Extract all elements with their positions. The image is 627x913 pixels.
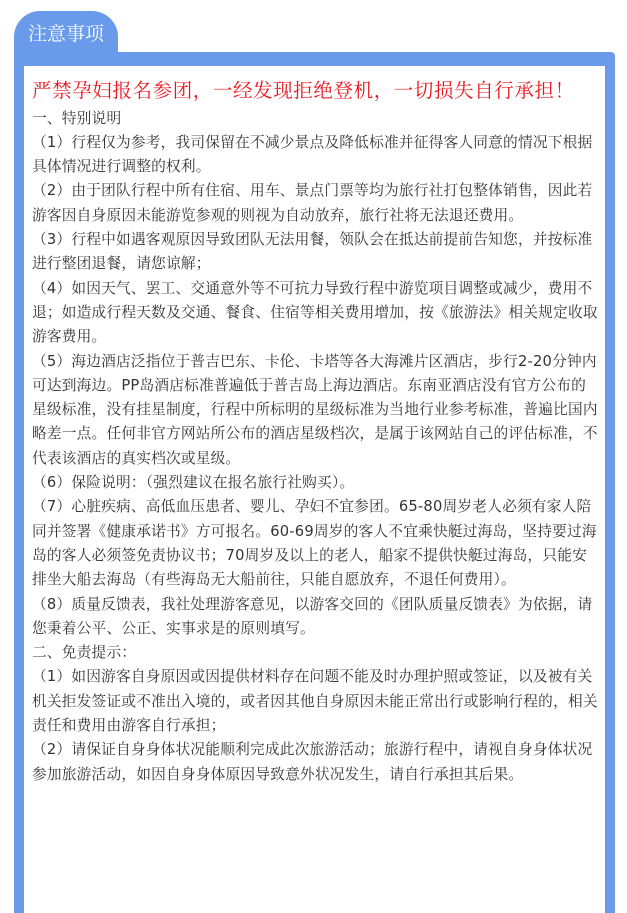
notice-item: （5）海边酒店泛指位于普吉巴东、卡伦、卡塔等各大海滩片区酒店，步行2-20分钟内可达到海边。PP岛酒店标准普遍低于普吉岛上海边酒店。东南亚酒店没有官方公布的星级标准，没有挂星制度，行程中所标明的星级标准为当地行业参考标准，普遍比国内略差一点。任何非官方网站所公布的酒店星级档次，是属于该网站自己的评估标准，不代表该酒店的真实档次或星级。 xyxy=(32,352,598,467)
notice-item: （7）心脏疾病、高低血压患者、婴儿、孕妇不宜参团。65-80周岁老人必须有家人陪同并签署《健康承诺书》方可报名。60-69周岁的客人不宜乘快艇过海岛，坚持要过海岛的客人必须签免责协议书；70周岁及以上的老人，船家不提供快艇过海岛，只能安排坐大船去海岛（有些海岛无大船前往，只能自愿放弃，不退任何费用）。 xyxy=(32,498,597,589)
notice-item: （6）保险说明：（强烈建议在报名旅行社购买）。 xyxy=(32,474,355,492)
notice-item: （1）如因游客自身原因或因提供材料存在问题不能及时办理护照或签证，以及被有关机关拒发签证或不准出入境的，或者因其他自身原因未能正常出行或影响行程的，相关责任和费用由游客自行承担； xyxy=(32,668,598,735)
notice-item: （4）如因天气、罢工、交通意外等不可抗力导致行程中游览项目调整或减少，费用不退；如造成行程天数及交通、餐食、住宿等相关费用增加，按《旅游法》相关规定收取游客费用。 xyxy=(32,279,598,346)
notice-item: （3）行程中如遇客观原因导致团队无法用餐，领队会在抵达前提前告知您，并按标准进行整团退餐，请您谅解； xyxy=(32,231,593,273)
notice-content xyxy=(32,76,600,787)
notice-item: （1）行程仅为参考，我司保留在不减少景点及降低标准并征得客人同意的情况下根据具体情况进行调整的权利。 xyxy=(32,133,593,176)
pregnancy-warning: 严禁孕妇报名参团，一经发现拒绝登机，一切损失自行承担！ xyxy=(32,79,575,102)
section-heading: 二、免责提示： xyxy=(32,644,137,662)
notice-item: （2）请保证自身身体状况能顺利完成此次旅游活动；旅游行程中，请视自身身体状况参加旅游活动，如因自身身体原因导致意外状况发生，请自行承担其后果。 xyxy=(32,741,593,783)
notice-item: （2）由于团队行程中所有住宿、用车、景点门票等均为旅行社打包整体销售，因此若游客因自身原因未能游览参观的则视为自动放弃，旅行社将无法退还费用。 xyxy=(32,182,593,224)
header-title: 注意事项 xyxy=(27,23,104,45)
notice-item: （8）质量反馈表，我社处理游客意见，以游客交回的《团队质量反馈表》为依据，请您秉着公平、公正、实事求是的原则填写。 xyxy=(32,595,593,637)
section-heading: 一、特别说明 xyxy=(32,109,122,127)
